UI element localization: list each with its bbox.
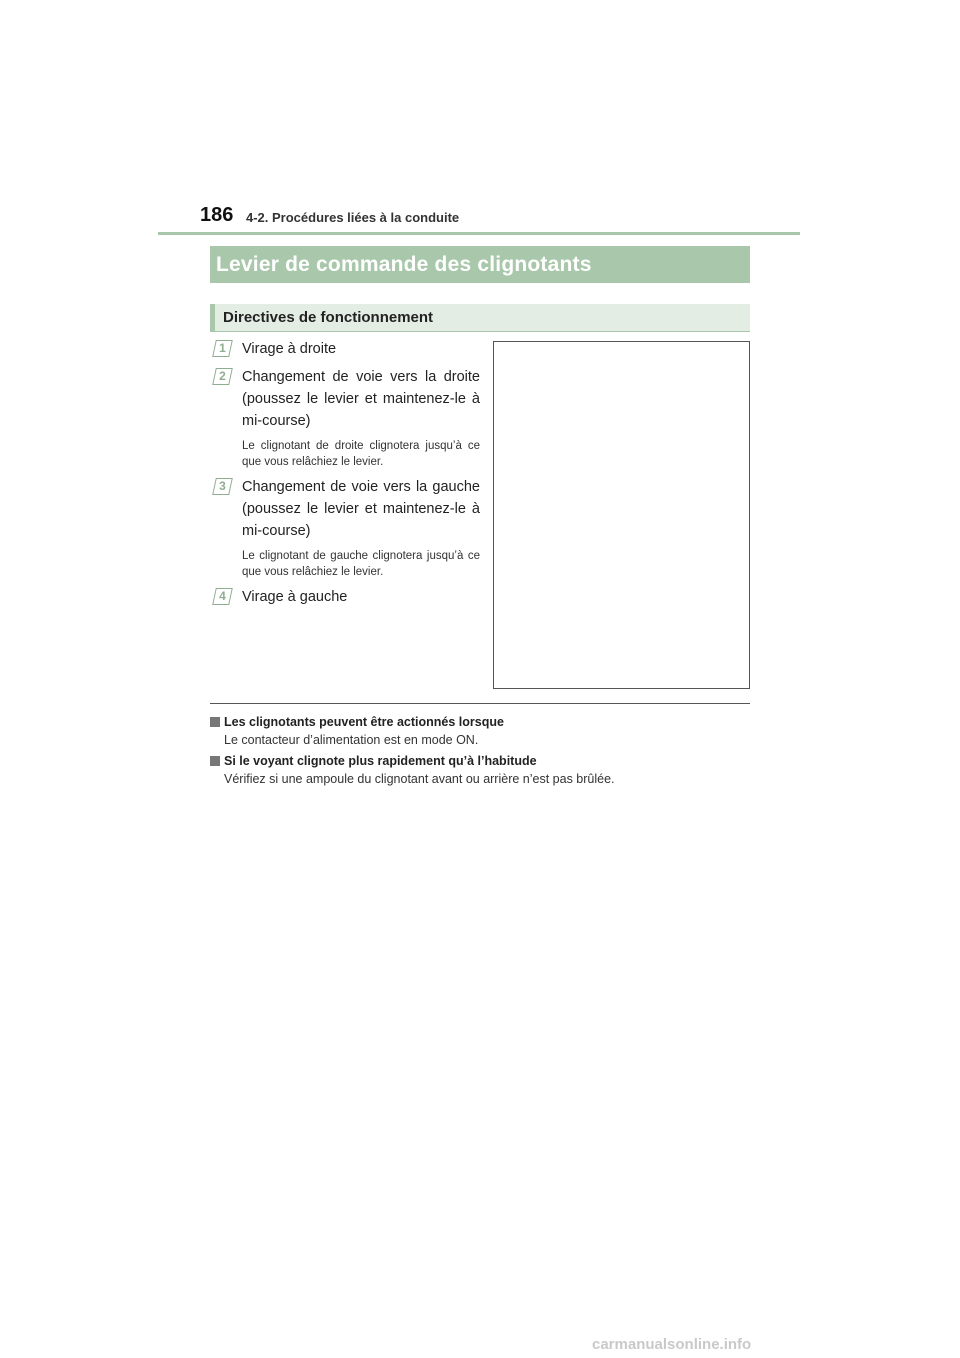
step-number-badge: 2 (214, 368, 231, 385)
square-bullet-icon (210, 756, 220, 766)
note-body: Vérifiez si une ampoule du clignotant avant ou arrière n’est pas brûlée. (224, 772, 615, 786)
note-heading (210, 752, 750, 770)
step-number-badge: 1 (214, 340, 231, 357)
header-rule (158, 232, 800, 235)
note-body: Le contacteur d’alimentation est en mode ON. (224, 733, 479, 747)
section-banner (210, 246, 750, 283)
watermark: carmanualsonline.info (592, 1336, 752, 1353)
step-text: Virage à gauche (242, 589, 348, 605)
illustration-frame (493, 341, 750, 689)
step-item (214, 476, 480, 580)
step-note: Le clignotant de gauche clignotera jusqu’à ce que vous relâchiez le levier. (242, 550, 480, 578)
subsection-title: Directives de fonctionnement (223, 309, 434, 326)
square-bullet-icon (210, 717, 220, 727)
steps-list (214, 338, 480, 614)
step-note: Le clignotant de droite clignotera jusqu’à ce que vous relâchiez le levier. (242, 440, 480, 468)
note-heading-text: Les clignotants peuvent être actionnés lorsque (224, 715, 504, 729)
step-text: Virage à droite (242, 341, 337, 357)
step-number-badge: 4 (214, 588, 231, 605)
notes-section (210, 713, 750, 791)
running-head: 4-2. Procédures liées à la conduite (246, 210, 460, 225)
section-title: Levier de commande des clignotants (216, 253, 592, 276)
step-item (214, 366, 480, 470)
step-text: Changement de voie vers la droite (poussez le levier et maintenez-le à mi-course) (242, 369, 480, 429)
sub-banner (210, 304, 750, 332)
step-text: Changement de voie vers la gauche (poussez le levier et maintenez-le à mi-course) (242, 479, 480, 539)
notes-divider (210, 703, 750, 704)
step-number-badge: 3 (214, 478, 231, 495)
step-item (214, 338, 480, 360)
note-heading-text: Si le voyant clignote plus rapidement qu’à l’habitude (224, 754, 537, 768)
page-number: 186 (200, 204, 234, 226)
step-item (214, 586, 480, 608)
note-heading (210, 713, 750, 731)
